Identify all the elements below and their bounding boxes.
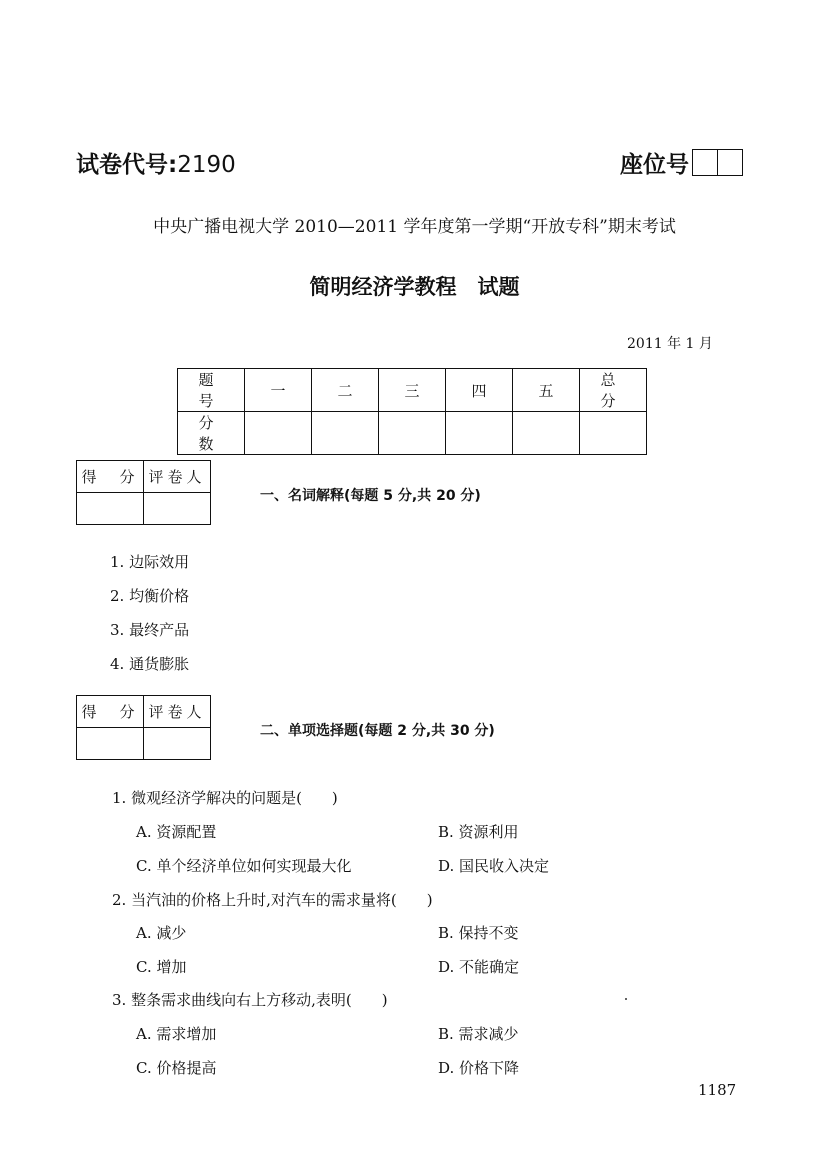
option-c: C. 单个经济单位如何实现最大化 [136, 857, 352, 875]
option-d: D. 不能确定 [438, 958, 520, 976]
option-c: C. 价格提高 [136, 1059, 217, 1077]
option-c: C. 增加 [136, 958, 187, 976]
list-item: 2. 均衡价格 [110, 587, 190, 605]
score-table-header-row [178, 369, 647, 412]
seat-number-label: 座位号 [620, 152, 689, 178]
list-item: 4. 通货膨胀 [110, 655, 190, 673]
score-table-cell: 五 [513, 369, 580, 412]
page-number: 1187 [698, 1081, 737, 1099]
option-d: D. 价格下降 [438, 1059, 520, 1077]
score-table-cell: 四 [446, 369, 513, 412]
option-d: D. 国民收入决定 [438, 857, 550, 875]
exam-header: 中央广播电视大学 2010—2011 学年度第一学期“开放专科”期末考试 [153, 217, 676, 237]
score-table-cell: 分 数 [178, 412, 245, 455]
option-a: A. 需求增加 [136, 1025, 217, 1043]
question-stem: 1. 微观经济学解决的问题是( ) [112, 789, 338, 807]
score-table-cell: 二 [312, 369, 379, 412]
exam-date: 2011 年 1 月 [627, 336, 713, 352]
option-a: A. 减少 [136, 924, 187, 942]
grader-name-label: 评卷人 [144, 696, 211, 728]
option-b: B. 保持不变 [438, 924, 519, 942]
score-entry-cell[interactable] [446, 412, 513, 455]
score-table [177, 368, 651, 455]
score-table-cell: 三 [379, 369, 446, 412]
grader-score-cell[interactable] [77, 728, 144, 760]
page-title: 简明经济学教程 试题 [309, 275, 520, 299]
section-1-title: 一、名词解释(每题 5 分,共 20 分) [260, 488, 481, 504]
score-table-cell: 总 分 [580, 369, 647, 412]
seat-number-box[interactable] [717, 149, 743, 176]
list-item: 1. 边际效用 [110, 553, 190, 571]
score-entry-cell[interactable] [379, 412, 446, 455]
score-table-cell: 一 [245, 369, 312, 412]
score-entry-cell[interactable] [513, 412, 580, 455]
paper-code-label: 试卷代号: [76, 152, 178, 178]
grader-name-cell[interactable] [144, 493, 211, 525]
section-2-title: 二、单项选择题(每题 2 分,共 30 分) [260, 723, 495, 739]
score-entry-cell[interactable] [580, 412, 647, 455]
grader-name-label: 评卷人 [144, 461, 211, 493]
option-b: B. 需求减少 [438, 1025, 519, 1043]
grader-score-label: 得 分 [77, 461, 144, 493]
paper-code [76, 146, 236, 179]
score-entry-cell[interactable] [245, 412, 312, 455]
question-stem: 2. 当汽油的价格上升时,对汽车的需求量将( ) [112, 891, 433, 909]
question-stem: 3. 整条需求曲线向右上方移动,表明( ) [112, 991, 388, 1009]
scan-speck [625, 998, 627, 1000]
score-table-score-row [178, 412, 647, 455]
list-item: 3. 最终产品 [110, 621, 190, 639]
grader-table [76, 460, 211, 525]
grader-score-label: 得 分 [77, 696, 144, 728]
option-a: A. 资源配置 [136, 823, 217, 841]
grader-name-cell[interactable] [144, 728, 211, 760]
score-entry-cell[interactable] [312, 412, 379, 455]
option-b: B. 资源利用 [438, 823, 519, 841]
score-table-cell: 题 号 [178, 369, 245, 412]
grader-score-cell[interactable] [77, 493, 144, 525]
seat-number-box[interactable] [692, 149, 718, 176]
grader-table [76, 695, 211, 760]
seat-number [620, 146, 743, 179]
paper-code-value: 2190 [177, 152, 236, 178]
